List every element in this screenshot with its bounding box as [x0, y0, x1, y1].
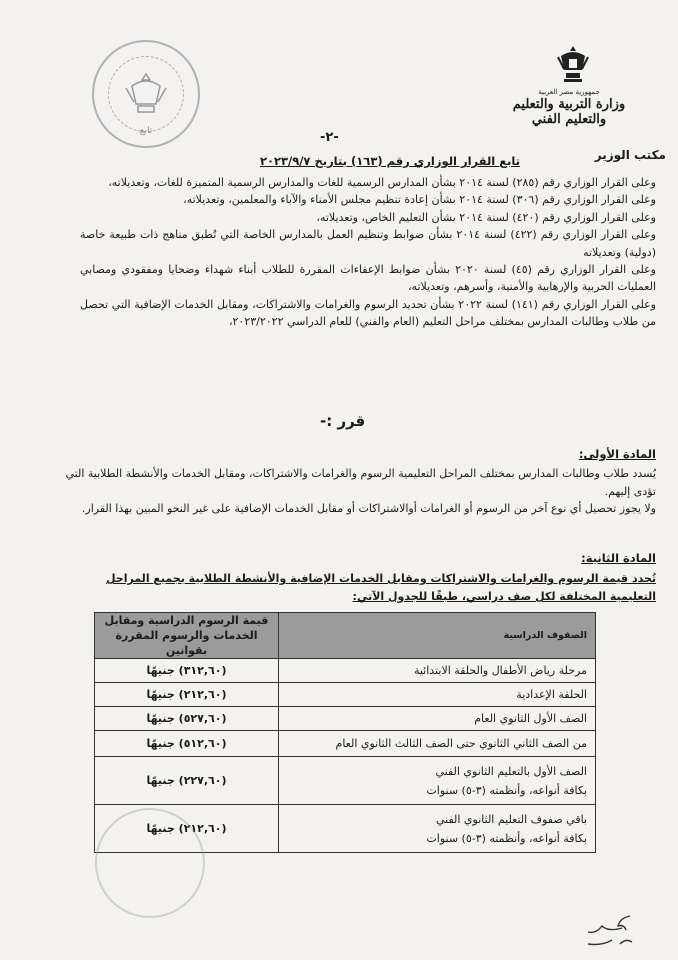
article-1-paragraph: يُسدد طلاب وطالبات المدارس بمختلف المراحل التعليمية الرسوم والغرامات والاشتراكات، ومقابل الخدمات والأنشطة الطلابية التي تؤدى إليهم. [65, 467, 656, 498]
ministry-name [494, 88, 644, 127]
article-2-body [64, 570, 656, 606]
decided-heading: قرر :- [320, 412, 366, 430]
stage-line: من الصف الثاني الثانوي حتى الصف الثالث الثانوي العام [335, 737, 587, 750]
ministry-title: وزارة التربية والتعليم والتعليم الفني [512, 97, 626, 127]
table-row [95, 707, 596, 731]
country-name: جمهورية مصر العربية [538, 88, 600, 96]
fee-cell: (٣١٢,٦٠) جنيهًا [95, 659, 279, 683]
stage-cell [279, 707, 596, 731]
preamble-paragraph: وعلى القرار الوزاري رقم (٤٢٠) لسنة ٢٠١٤ بشأن التعليم الخاص، وتعديلاته، [316, 210, 656, 224]
table-header-row [95, 613, 596, 659]
table-row [95, 683, 596, 707]
stage-cell [279, 757, 596, 805]
stage-line: باقي صفوف التعليم الثانوي الفني [435, 812, 587, 826]
preamble-paragraph: وعلى القرار الوزاري رقم (٣٠٦) لسنة ٢٠١٤ بشأن إعادة تنظيم مجلس الأمناء والآباء والمعلمين، وتعديلاته، [183, 193, 656, 207]
stage-line: الصف الأول بالتعليم الثانوي الفني [435, 764, 587, 778]
faded-stamp [95, 808, 205, 918]
decree-title: تابع القرار الوزاري رقم (١٦٣) بتاريخ ٢٠٢٣/٩/٧ [259, 154, 521, 168]
article-1-body [64, 465, 656, 518]
article-1-title: المادة الأولى: [578, 447, 656, 461]
eagle-logo-icon [556, 44, 590, 84]
page-number: -٢- [320, 130, 339, 145]
stage-column-header: الصفوف الدراسية [279, 613, 596, 659]
signature-icon [582, 910, 638, 952]
fee-cell: (٥١٢,٦٠) جنيهًا [95, 731, 279, 757]
article-2-paragraph: تُحدد قيمة الرسوم والغرامات والاشتراكات ومقابل الخدمات الإضافية والأنشطة الطلابية بجميع المراحل التعليمية المختلفة لكل صف دراسي، طبقًا للجدول الآتي: [105, 572, 656, 603]
seal-text: تابع [139, 126, 153, 136]
stage-cell [279, 731, 596, 757]
preamble-paragraph: وعلى القرار الوزاري رقم (٤٥) لسنة ٢٠٢٠ بشأن ضوابط الإعفاءات المقررة للطلاب أبناء شهداء وضحايا ومفقودي ومصابي العمليات الحربية والإرهابية والأمنية، وأسرهم، وتعديلاته، [80, 263, 656, 294]
table-row [95, 659, 596, 683]
stage-line: بكافة أنواعه، وأنظمته (٣-٥) سنوات [426, 783, 587, 797]
table-row [95, 757, 596, 805]
preamble-paragraph: وعلى القرار الوزاري رقم (٢٨٥) لسنة ٢٠١٤ بشأن المدارس الرسمية للغات والمدارس الرسمية المتميزة للغات، وتعديلاته، [108, 176, 656, 189]
preamble-paragraph: وعلى القرار الوزاري رقم (٤٢٢) لسنة ٢٠١٤ بشأن ضوابط وتنظيم العمل بالمدارس الخاصة التي تُطبق مناهج ذات طبيعة خاصة (دولية) وتعديلاته [80, 228, 656, 259]
article-2-title: المادة الثانية: [581, 551, 656, 565]
fee-cell: (٢٢٧,٦٠) جنيهًا [95, 757, 279, 805]
preamble [80, 174, 656, 331]
table-row [95, 731, 596, 757]
stage-line: بكافة أنواعه، وأنظمته (٣-٥) سنوات [426, 831, 587, 845]
ministry-seal [92, 40, 200, 148]
stage-cell [279, 683, 596, 707]
article-1-paragraph: ولا يجوز تحصيل أي نوع آخر من الرسوم أو الغرامات أوالاشتراكات أو مقابل الخدمات الإضافية على غير النحو المبين بهذا القرار. [81, 502, 656, 515]
stage-cell [279, 659, 596, 683]
stage-cell [279, 805, 596, 853]
office-label: مكتب الوزير [594, 148, 666, 162]
fee-cell: (٢١٢,٦٠) جنيهًا [95, 805, 279, 853]
stage-line: الصف الأول الثانوي العام [474, 712, 587, 725]
fee-cell: (٥٢٧,٦٠) جنيهًا [95, 707, 279, 731]
stage-line: مرحلة رياض الأطفال والحلقة الابتدائية [413, 664, 587, 677]
fee-cell: (٢١٢,٦٠) جنيهًا [95, 683, 279, 707]
stage-line: الحلقة الإعدادية [516, 688, 587, 701]
preamble-paragraph: وعلى القرار الوزاري رقم (١٤١) لسنة ٢٠٢٢ بشأن تحديد الرسوم والغرامات والاشتراكات، ومقابل الخدمات الإضافية التي تحصل من طلاب وطالبات المدارس بمختلف مراحل التعليم (العام والفني) للعام الدراسي ٢٠٢٣/٢٠٢٢، [80, 297, 656, 329]
fee-column-header: قيمة الرسوم الدراسية ومقابل الخدمات والرسوم المقررة بقوانين [95, 613, 279, 659]
